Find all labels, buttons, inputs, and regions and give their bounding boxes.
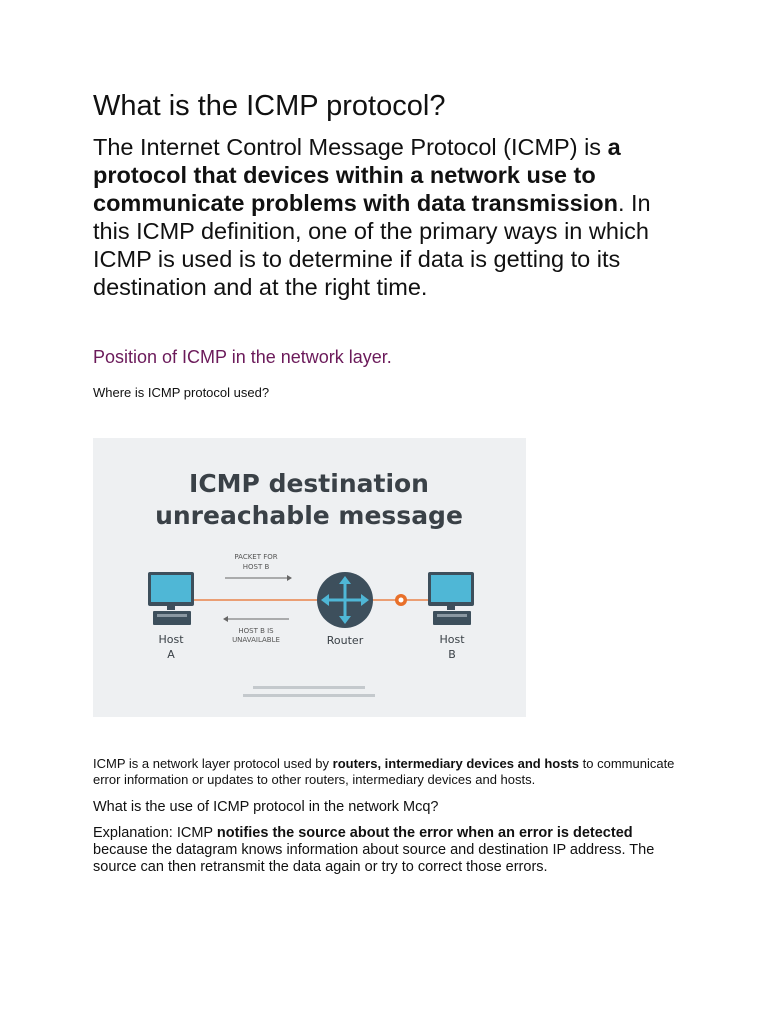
explanation-text-end: because the datagram knows information about source and destination IP address. The source can then retransmit the data again or try to correct those errors. bbox=[93, 842, 655, 875]
fine-print-line1 bbox=[253, 686, 365, 689]
host-b-label-line2: B bbox=[448, 648, 456, 661]
intro-text-end: . In this ICMP definition, one of the primary ways in which ICMP is used is to determine if data is getting to its destination and at the right time. bbox=[93, 190, 651, 300]
host-a-label-line2: A bbox=[167, 648, 175, 661]
host-b-computer-icon bbox=[428, 572, 474, 625]
fine-print-line2 bbox=[243, 694, 375, 697]
explanation-paragraph bbox=[93, 825, 683, 876]
router-label: Router bbox=[326, 634, 364, 647]
packet-label-line1: PACKET FOR bbox=[234, 553, 278, 561]
section-subheading: Position of ICMP in the network layer. bbox=[93, 347, 392, 367]
router-icon bbox=[317, 572, 373, 628]
explanation-text-start: Explanation: ICMP bbox=[93, 825, 217, 841]
unavailable-label-line1: HOST B IS bbox=[238, 627, 274, 635]
routers-paragraph bbox=[93, 756, 683, 788]
unavailable-label-line2: UNAVAILABLE bbox=[232, 636, 280, 644]
page-title: What is the ICMP protocol? bbox=[93, 90, 446, 122]
intro-text-bold: a protocol that devices within a network use to communicate problems with data transmission bbox=[93, 134, 621, 216]
question-where-used: Where is ICMP protocol used? bbox=[93, 385, 270, 400]
intro-text-start: The Internet Control Message Protocol (ICMP) is bbox=[93, 134, 608, 160]
packet-label-line2: HOST B bbox=[242, 563, 270, 571]
diagram-title-line1: ICMP destination bbox=[189, 469, 429, 498]
icmp-diagram-image bbox=[93, 438, 526, 717]
routers-text-bold: routers, intermediary devices and hosts bbox=[332, 756, 580, 771]
explanation-text-bold: notifies the source about the error when an error is detected bbox=[216, 825, 633, 841]
host-b-label-line1: Host bbox=[439, 633, 465, 646]
routers-text-start: ICMP is a network layer protocol used by bbox=[93, 756, 333, 771]
error-marker-icon bbox=[395, 594, 407, 606]
host-a-label-line1: Host bbox=[158, 633, 184, 646]
question-mcq: What is the use of ICMP protocol in the network Mcq? bbox=[93, 799, 439, 815]
icmp-diagram-svg bbox=[93, 438, 526, 717]
diagram-title-line2: unreachable message bbox=[155, 501, 463, 530]
host-a-computer-icon bbox=[148, 572, 194, 625]
intro-paragraph bbox=[93, 133, 683, 301]
routers-text-end: to communicate error information or updates to other routers, intermediary devices and hosts. bbox=[93, 756, 675, 787]
